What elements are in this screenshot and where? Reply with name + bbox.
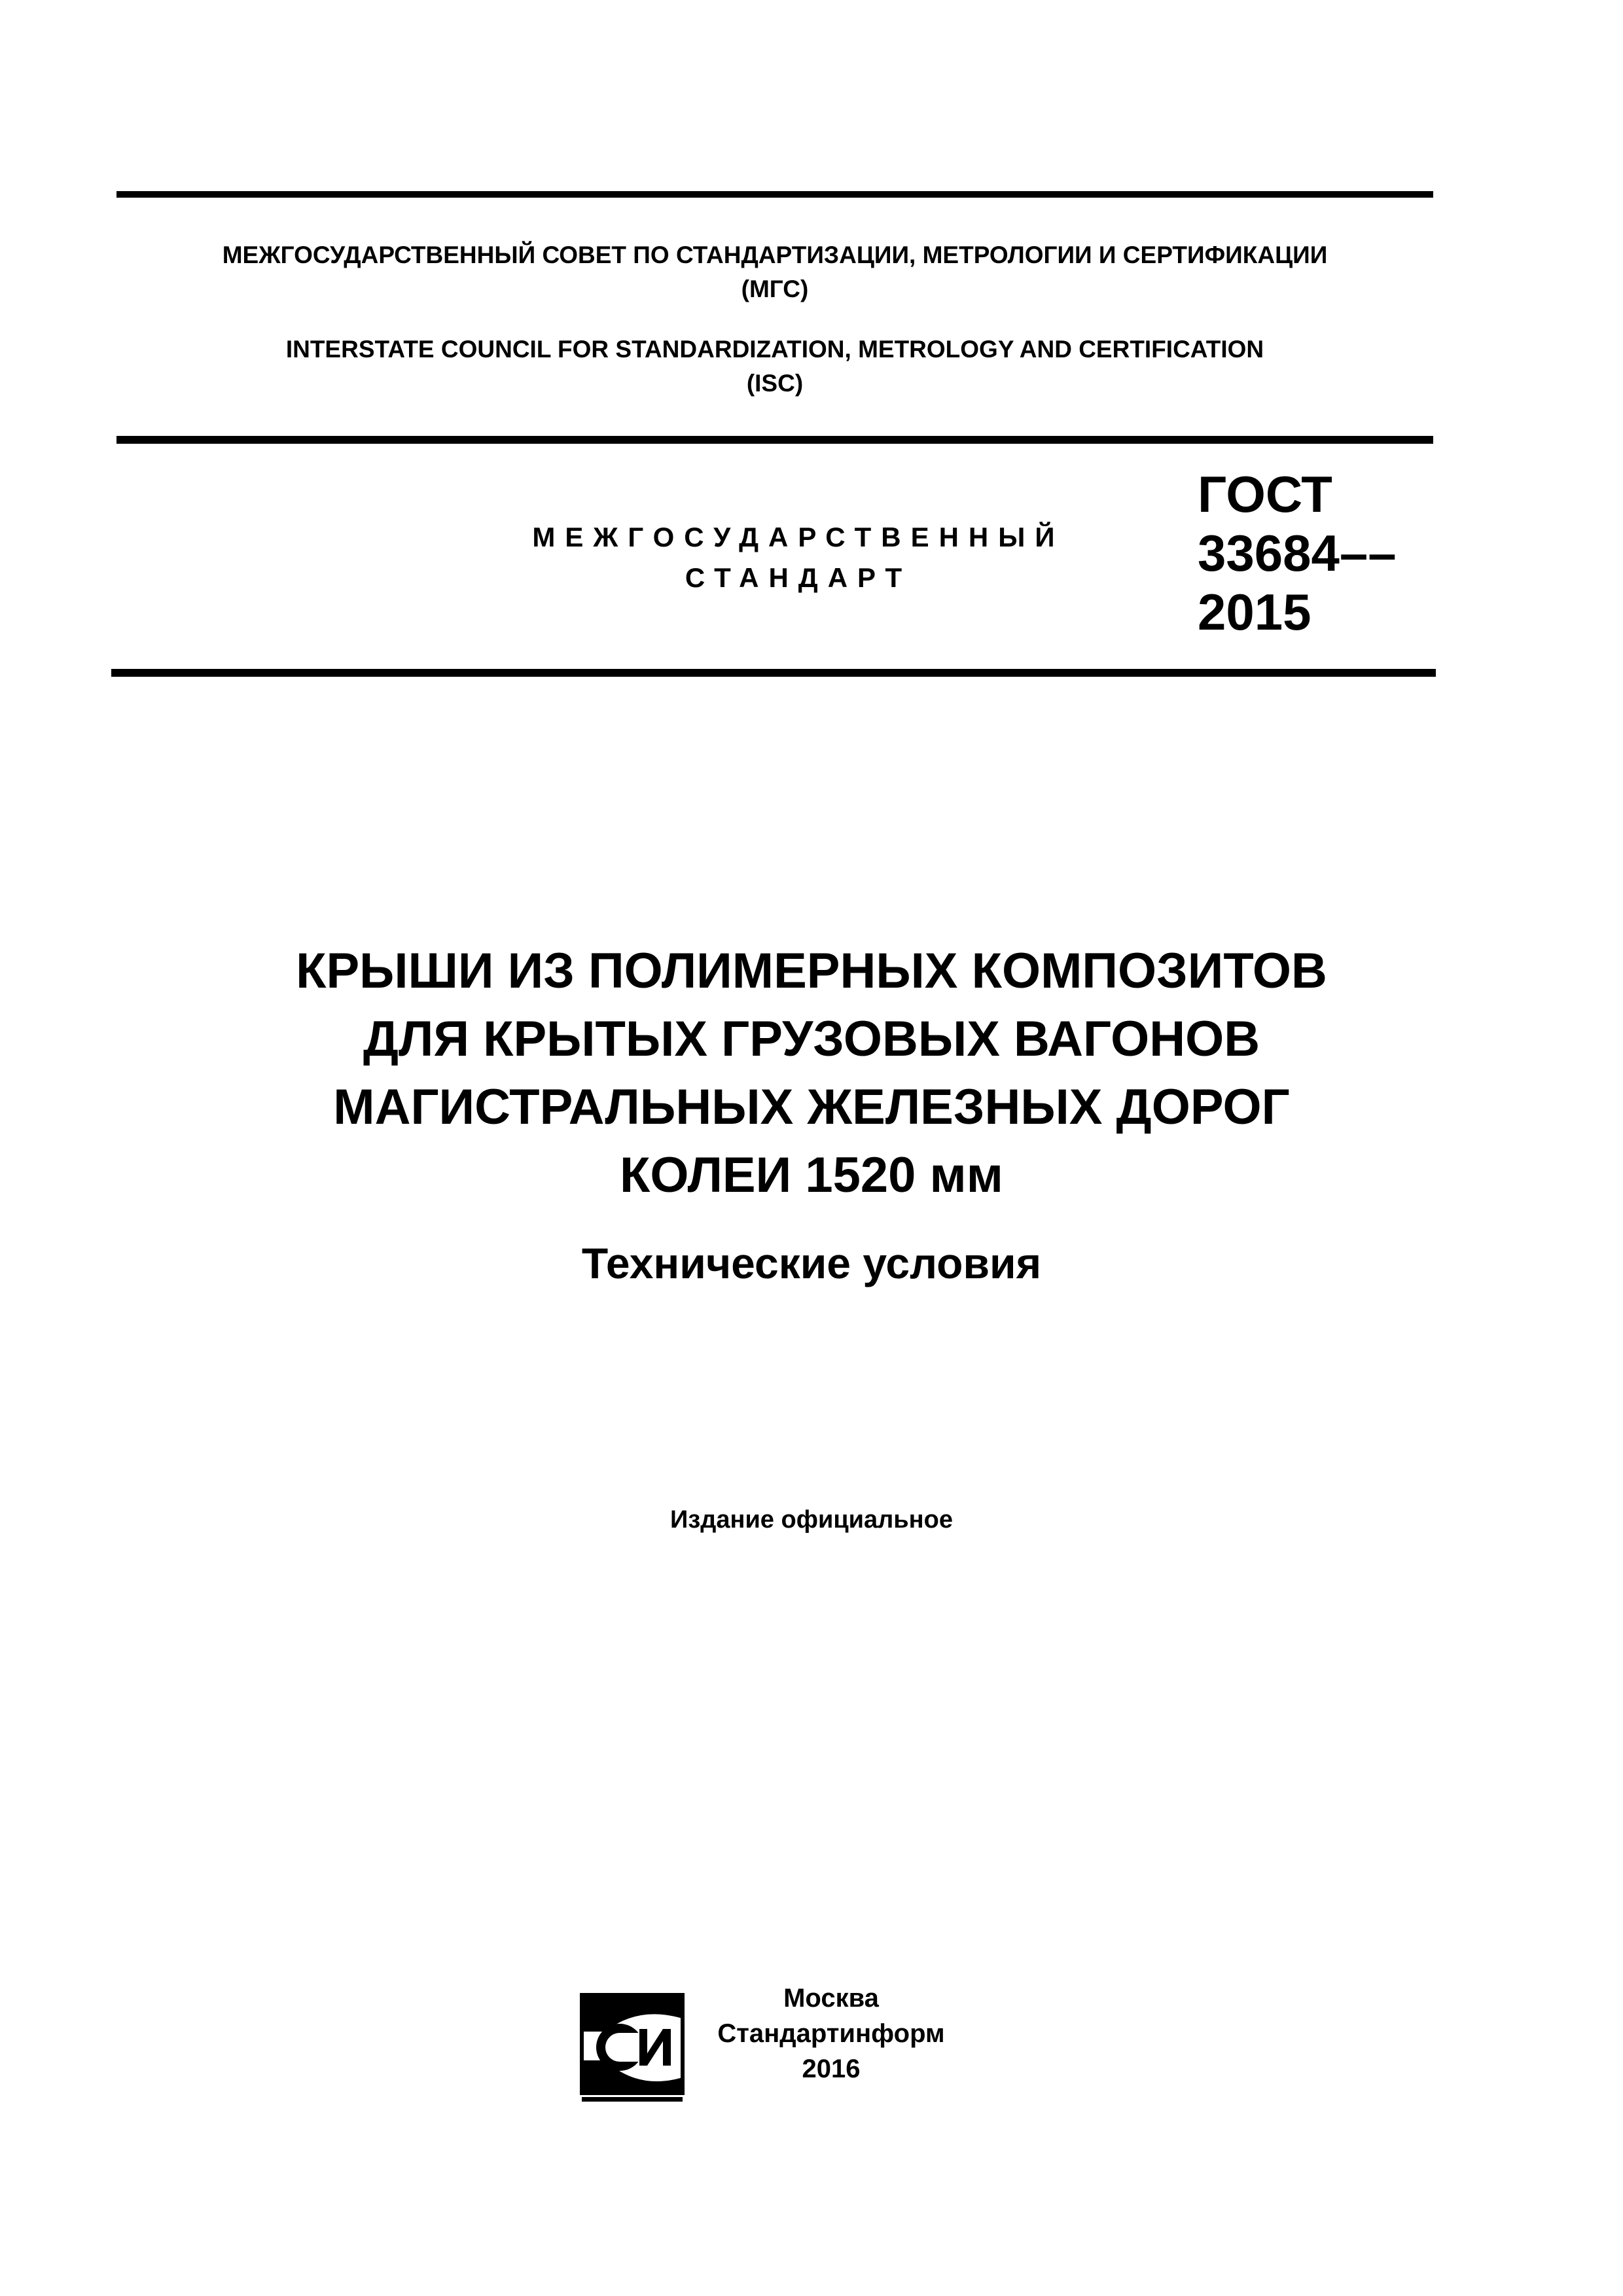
council-en xyxy=(116,332,1433,401)
standard-type-line1: МЕЖГОСУДАРСТВЕННЫЙ xyxy=(532,522,1065,552)
title-line-2: ДЛЯ КРЫТЫХ ГРУЗОВЫХ ВАГОНОВ xyxy=(363,1011,1260,1067)
standartinform-logo-icon xyxy=(579,1992,685,2102)
standard-year: 2015 xyxy=(1198,583,1311,641)
header-bottom-rule xyxy=(111,669,1436,677)
imprint-publisher: Стандартинформ xyxy=(717,2019,945,2048)
imprint xyxy=(694,1981,969,2087)
standard-prefix: ГОСТ xyxy=(1198,465,1332,523)
title-line-3: МАГИСТРАЛЬНЫХ ЖЕЛЕЗНЫХ ДОРОГ xyxy=(333,1079,1290,1135)
document-title xyxy=(131,937,1492,1210)
council-ru-abbr: (МГС) xyxy=(741,276,809,302)
council-en-name: INTERSTATE COUNCIL FOR STANDARDIZATION, METROLOGY AND CERTIFICATION xyxy=(285,336,1264,363)
middle-rule xyxy=(116,436,1433,444)
top-rule xyxy=(116,191,1433,198)
council-en-abbr: (ISC) xyxy=(746,370,804,397)
council-ru-name: МЕЖГОСУДАРСТВЕННЫЙ СОВЕТ ПО СТАНДАРТИЗАЦИИ, МЕТРОЛОГИИ И СЕРТИФИКАЦИИ xyxy=(222,242,1328,268)
imprint-city: Москва xyxy=(783,1984,879,2013)
imprint-year: 2016 xyxy=(802,2054,861,2083)
document-subtitle: Технические условия xyxy=(581,1239,1042,1287)
title-line-4: КОЛЕИ 1520 мм xyxy=(620,1147,1003,1203)
standard-designation xyxy=(1198,465,1420,641)
edition-note: Издание официальное xyxy=(670,1506,953,1534)
title-line-1: КРЫШИ ИЗ ПОЛИМЕРНЫХ КОМПОЗИТОВ xyxy=(296,943,1327,999)
standard-type-line2: СТАНДАРТ xyxy=(685,562,912,593)
standard-number: 33684–– xyxy=(1198,524,1397,582)
standard-type xyxy=(471,517,1126,598)
council-ru xyxy=(116,238,1433,306)
